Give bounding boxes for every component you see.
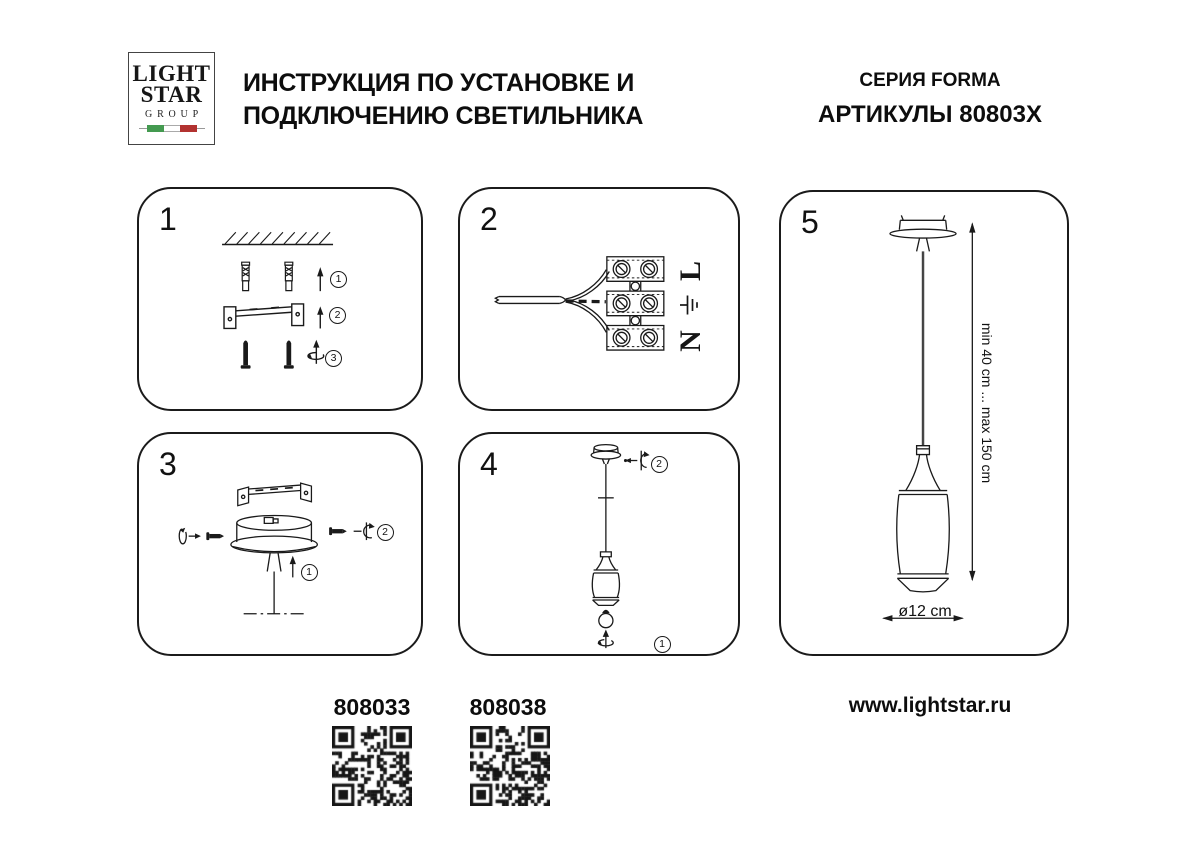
step-5-panel bbox=[779, 190, 1069, 656]
step1-drawing-ceiling-dowels bbox=[139, 189, 421, 409]
step-marker-2: 2 bbox=[651, 456, 668, 473]
logo-star: STAR bbox=[140, 82, 203, 107]
step-marker-1: 1 bbox=[301, 564, 318, 581]
step-2-panel bbox=[458, 187, 740, 411]
lightstar-logo bbox=[128, 52, 215, 145]
qr-code-2 bbox=[470, 726, 550, 806]
step3-drawing-canopy-mounting bbox=[139, 434, 421, 654]
step4-drawing-pendant-assembly bbox=[460, 434, 738, 654]
step-1-panel bbox=[137, 187, 423, 411]
step-marker-2: 2 bbox=[377, 524, 394, 541]
italian-flag-icon bbox=[129, 125, 214, 132]
qr-code-1 bbox=[332, 726, 412, 806]
articles-label: АРТИКУЛЫ 80803X bbox=[818, 101, 1042, 128]
series-block bbox=[780, 70, 1080, 129]
series-label: СЕРИЯ FORMA bbox=[859, 70, 1001, 91]
diameter-label: ø12 cm bbox=[898, 603, 952, 620]
earth-symbol-icon bbox=[679, 294, 701, 316]
flag-green bbox=[147, 125, 164, 132]
step-marker-1: 1 bbox=[330, 271, 347, 288]
article-number-1: 808033 bbox=[333, 694, 411, 720]
step-number: 2 bbox=[480, 201, 498, 237]
terminal-label-line: L bbox=[674, 260, 707, 281]
flag-line-right bbox=[197, 128, 205, 130]
flag-white bbox=[164, 125, 180, 132]
step-marker-2: 2 bbox=[329, 307, 346, 324]
title-line-1: ИНСТРУКЦИЯ ПО УСТАНОВКЕ И bbox=[243, 69, 635, 97]
logo-group: GROUP bbox=[145, 109, 203, 120]
terminal-label-neutral: N bbox=[674, 329, 707, 352]
step-marker-3: 3 bbox=[325, 350, 342, 367]
page-title bbox=[243, 67, 643, 133]
logo-light: LIGHT bbox=[132, 61, 211, 86]
step-marker-1: 1 bbox=[654, 636, 671, 653]
flag-red bbox=[180, 125, 197, 132]
qr-code-canvas-1 bbox=[332, 726, 412, 806]
title-line-2: ПОДКЛЮЧЕНИЮ СВЕТИЛЬНИКА bbox=[243, 102, 644, 130]
step5-drawing-dimensions bbox=[781, 192, 1067, 654]
step-3-panel bbox=[137, 432, 423, 656]
article-number-2: 808038 bbox=[469, 694, 547, 720]
website-label: www.lightstar.ru bbox=[848, 694, 1012, 717]
step-number: 3 bbox=[159, 446, 177, 482]
qr-code-canvas-2 bbox=[470, 726, 550, 806]
step-number: 5 bbox=[801, 204, 819, 240]
step-number: 1 bbox=[159, 201, 177, 237]
step-number: 4 bbox=[480, 446, 498, 482]
flag-line-left bbox=[139, 128, 147, 130]
step-4-panel bbox=[458, 432, 740, 656]
height-range-label: min 40 cm ... max 150 cm bbox=[979, 322, 995, 484]
